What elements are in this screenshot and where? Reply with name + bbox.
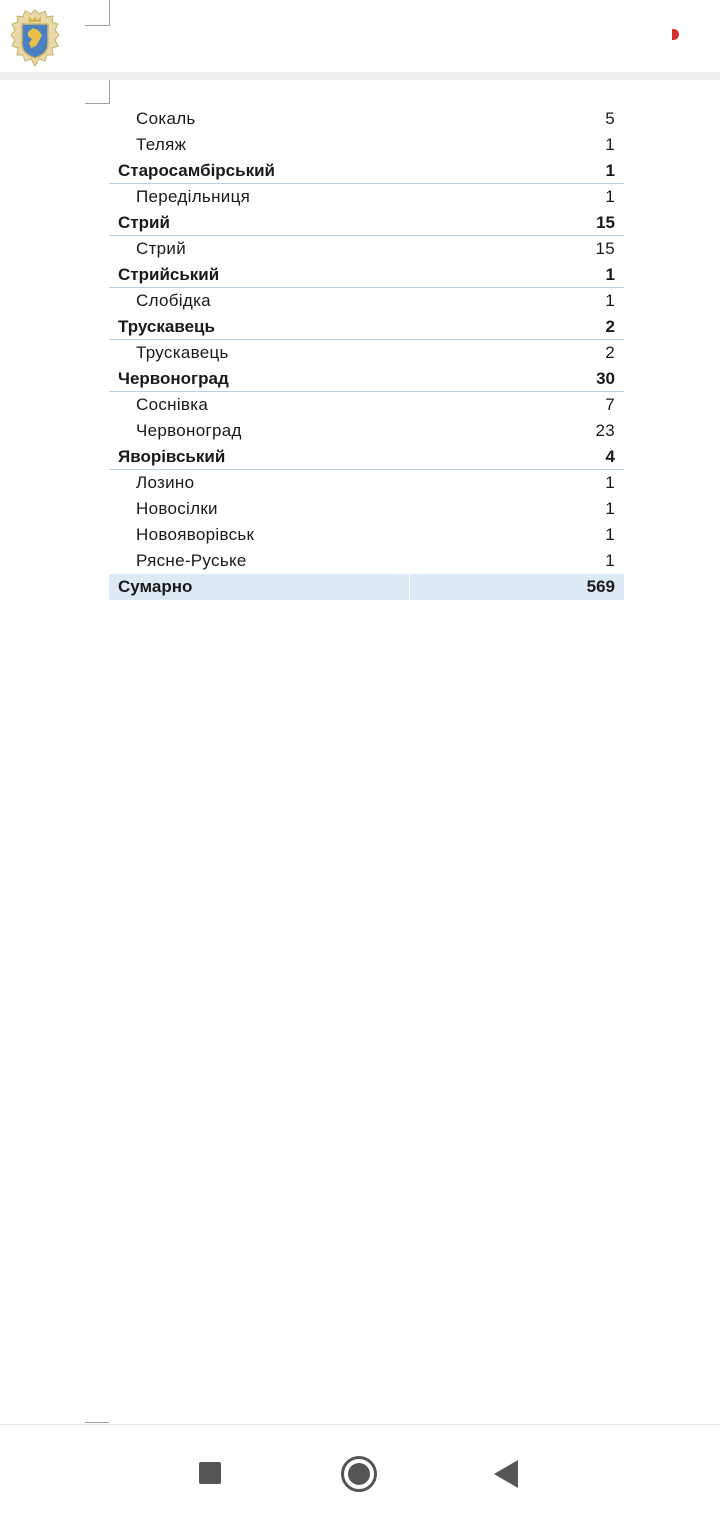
page-corner-mark (85, 80, 110, 104)
row-value: 2 (605, 316, 615, 336)
row-value: 7 (605, 395, 615, 414)
statistics-table (109, 106, 624, 600)
row-name: Рясне-Руське (136, 551, 247, 570)
row-name: Старосамбірський (118, 160, 275, 180)
table-row (109, 184, 624, 210)
table-row (109, 132, 624, 158)
row-value: 2 (605, 343, 615, 362)
row-name: Новояворівськ (136, 525, 255, 544)
total-label: Сумарно (118, 577, 193, 596)
row-name: Новосілки (136, 499, 218, 518)
table-row-district (109, 210, 624, 236)
row-name: Червоноград (118, 368, 229, 388)
table-row-district (109, 262, 624, 288)
column-divider (409, 574, 410, 600)
row-name: Стрий (136, 239, 187, 258)
home-button[interactable] (319, 1425, 399, 1521)
row-value: 15 (596, 212, 615, 232)
table-total-row (109, 574, 624, 600)
row-name: Теляж (136, 135, 187, 154)
table-row-district (109, 366, 624, 392)
header-divider (0, 72, 720, 80)
back-button[interactable] (466, 1425, 546, 1521)
row-value: 1 (605, 160, 615, 180)
square-icon (199, 1462, 221, 1484)
row-value: 1 (605, 291, 615, 310)
row-name: Слобідка (136, 291, 211, 310)
total-value: 569 (586, 577, 615, 596)
row-name: Лозино (136, 473, 195, 492)
table-row (109, 522, 624, 548)
row-value: 1 (605, 473, 615, 492)
row-value: 1 (605, 264, 615, 284)
notification-indicator (672, 29, 679, 40)
row-name: Сокаль (136, 109, 196, 128)
row-value: 1 (605, 135, 615, 154)
row-name: Стрийський (118, 264, 220, 284)
table-row (109, 392, 624, 418)
table-row-district (109, 158, 624, 184)
row-name: Червоноград (136, 421, 242, 440)
table-row (109, 288, 624, 314)
table-row (109, 548, 624, 574)
row-value: 1 (605, 499, 615, 518)
row-value: 1 (605, 525, 615, 544)
table-row-district (109, 444, 624, 470)
row-name: Трускавець (136, 343, 229, 362)
table-row-district (109, 314, 624, 340)
row-name: Стрий (118, 212, 170, 232)
coat-of-arms-icon (9, 8, 61, 70)
page-corner-mark (85, 0, 110, 26)
table-row (109, 418, 624, 444)
table-row (109, 340, 624, 366)
row-value: 23 (595, 421, 615, 440)
row-name: Яворівський (118, 446, 226, 466)
row-value: 30 (596, 368, 615, 388)
table-row (109, 106, 624, 132)
recent-apps-button[interactable] (170, 1425, 250, 1521)
row-value: 15 (595, 239, 615, 258)
row-name: Соснівка (136, 395, 209, 414)
back-triangle-icon (494, 1460, 518, 1488)
row-value: 1 (605, 551, 615, 570)
circle-fill-icon (348, 1463, 370, 1485)
row-name: Передільниця (136, 187, 251, 206)
row-value: 4 (605, 446, 615, 466)
row-name: Трускавець (118, 316, 215, 336)
table-row (109, 496, 624, 522)
table-row (109, 236, 624, 262)
row-value: 1 (605, 187, 615, 206)
system-navigation-bar (0, 1424, 720, 1521)
row-value: 5 (605, 109, 615, 128)
table-row (109, 470, 624, 496)
